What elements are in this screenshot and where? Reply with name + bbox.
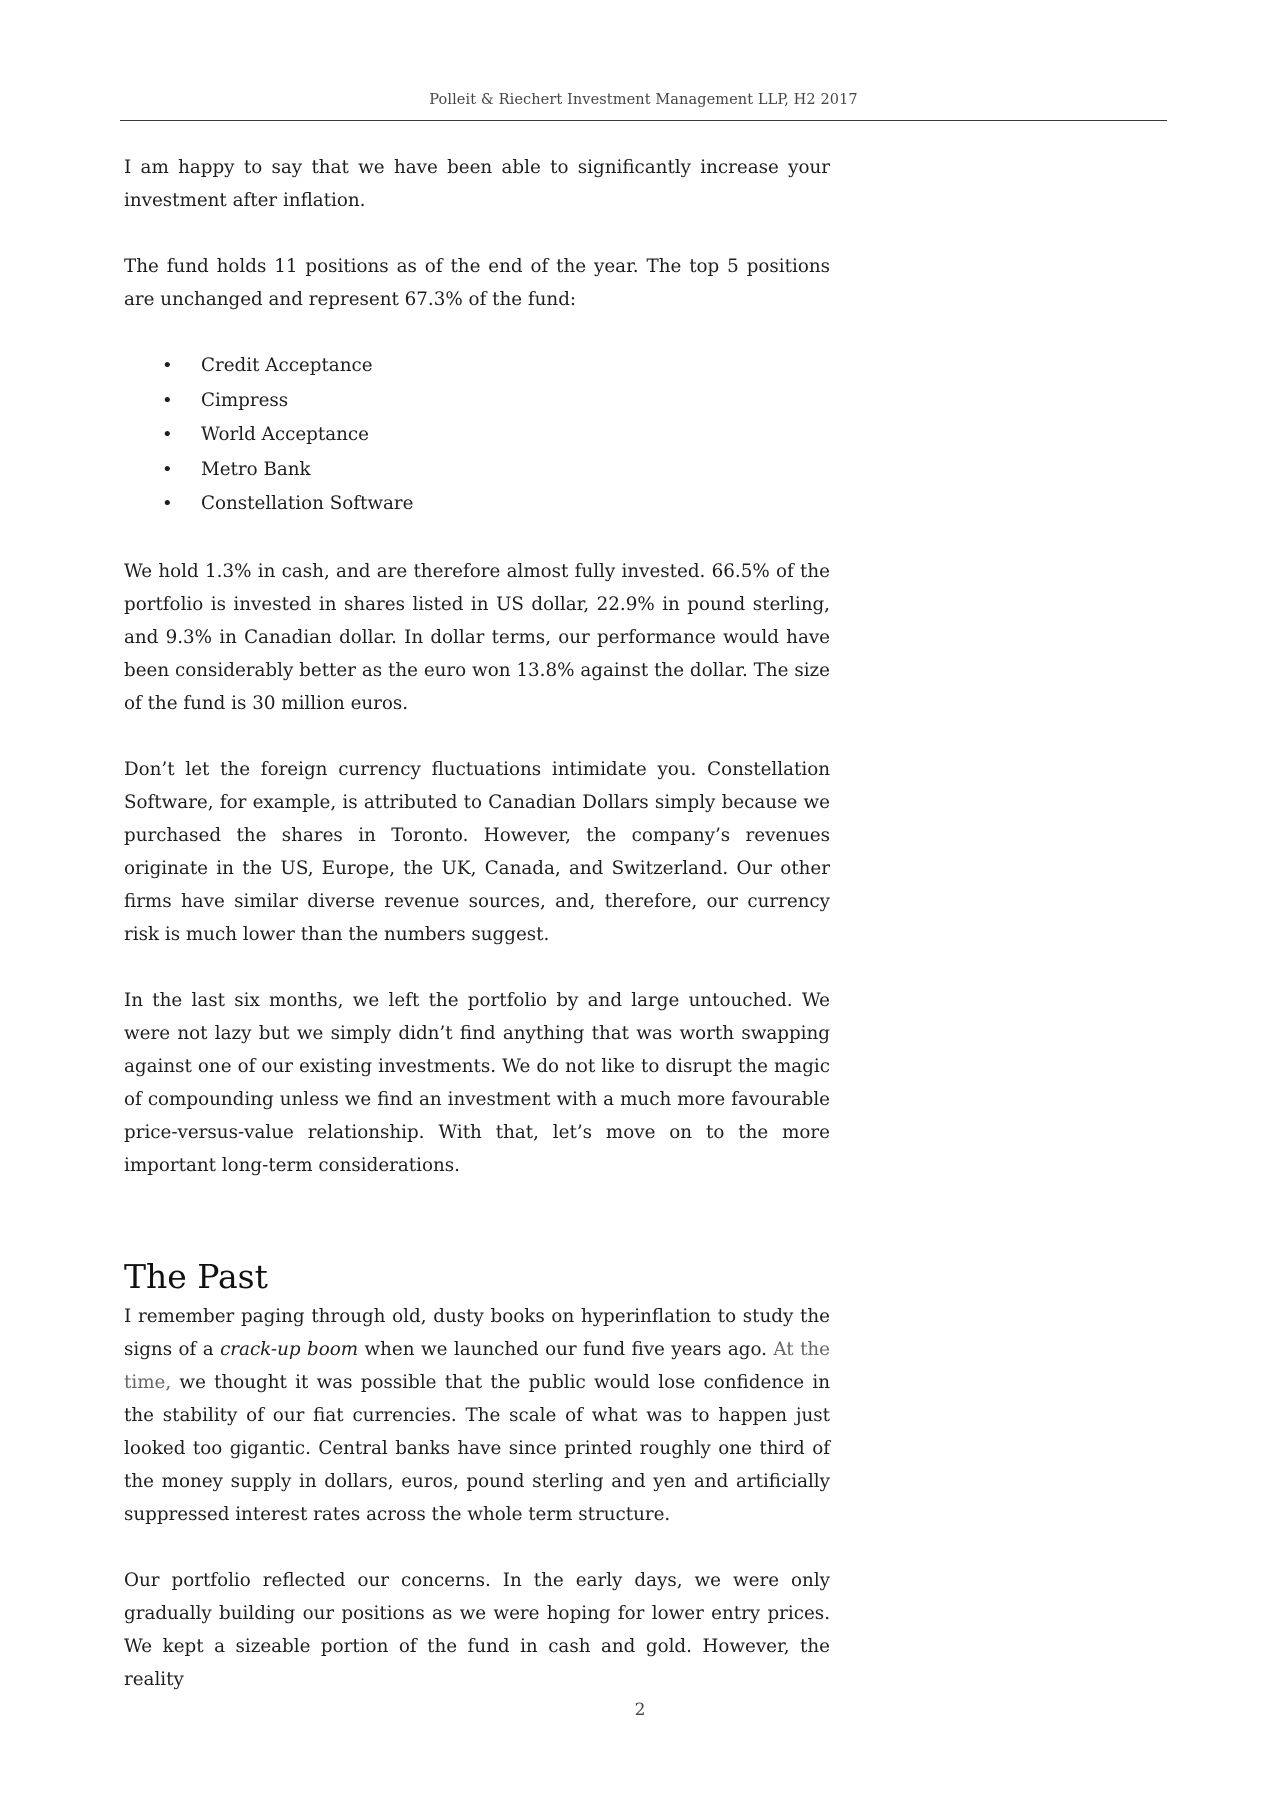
list-item-label: World Acceptance xyxy=(201,424,369,445)
list-item-label: Credit Acceptance xyxy=(201,355,373,376)
past-text-grey: At the time, xyxy=(124,1338,831,1393)
portfolio-concerns-paragraph: Our portfolio reflected our concerns. In the early days, we were only gradually building our positions as we were hoping for lower entry prices. We kept a sizeable portion of the fund in cash and gold. However, the reality xyxy=(124,1569,830,1690)
positions-intro-paragraph: The fund holds 11 positions as of the end of the year. The top 5 positions are unchanged and represent 67.3% of the fund: xyxy=(124,256,830,310)
bullet-icon: • xyxy=(162,458,173,480)
bullet-icon: • xyxy=(162,355,173,376)
portfolio-activity-paragraph: In the last six months, we left the portfolio by and large untouched. We were not lazy but we simply didn’t find anything that was worth swapping against one of our existing investments. We do not like to disrupt the magic of compounding unless we find an investment with a much more favourable price-versus-value relationship. With that, let’s move on to the more important long-term considerations. xyxy=(124,989,830,1176)
past-text-italic: crack-up boom xyxy=(220,1338,359,1360)
list-item-label: Constellation Software xyxy=(201,493,414,514)
intro-paragraph: I am happy to say that we have been able to significantly increase your investment after inflation. xyxy=(124,157,830,211)
header-text: Polleit & Riechert Investment Management LLP, H2 2017 xyxy=(429,92,858,108)
bullet-icon: • xyxy=(162,493,173,514)
list-item xyxy=(124,418,830,453)
page-number: 2 xyxy=(634,1700,646,1720)
past-paragraph xyxy=(124,1300,830,1531)
top-positions-list xyxy=(124,349,830,522)
document-body xyxy=(124,151,830,1696)
list-item xyxy=(124,487,830,522)
past-text-1: I remember paging through old, dusty books on hyperinflation to study the signs of a xyxy=(124,1305,830,1360)
section-title: The Past xyxy=(124,1256,268,1296)
past-text-3: we thought it was possible that the public would lose confidence in the stability of our fiat currencies. The scale of what was to happen just looked too gigantic. Central banks have since printed roughly one third of the money supply in dollars, euros, pound sterling and yen and artificially suppressed interest rates across the whole term structure. xyxy=(124,1371,830,1525)
list-item-label: Cimpress xyxy=(201,389,289,411)
list-item xyxy=(124,453,830,488)
list-item xyxy=(124,384,830,419)
currency-paragraph: Don’t let the foreign currency fluctuations intimidate you. Constellation Software, for example, is attributed to Canadian Dollars simply because we purchased the shares in Toronto. However, the company’s revenues originate in the US, Europe, the UK, Canada, and Switzerland. Our other firms have similar diverse revenue sources, and, therefore, our currency risk is much lower than the numbers suggest. xyxy=(124,758,830,945)
list-item-label: Metro Bank xyxy=(201,458,311,480)
cash-allocation-paragraph: We hold 1.3% in cash, and are therefore almost fully invested. 66.5% of the portfolio is invested in shares listed in US dollar, 22.9% in pound sterling, and 9.3% in Canadian dollar. In dollar terms, our performance would have been considerably better as the euro won 13.8% against the dollar. The size of the fund is 30 million euros. xyxy=(124,560,830,714)
list-item xyxy=(124,349,830,384)
page-header xyxy=(120,90,1167,121)
bullet-icon: • xyxy=(162,389,173,411)
past-text-2: when we launched our fund five years ago. xyxy=(358,1338,774,1360)
bullet-icon: • xyxy=(162,424,173,445)
